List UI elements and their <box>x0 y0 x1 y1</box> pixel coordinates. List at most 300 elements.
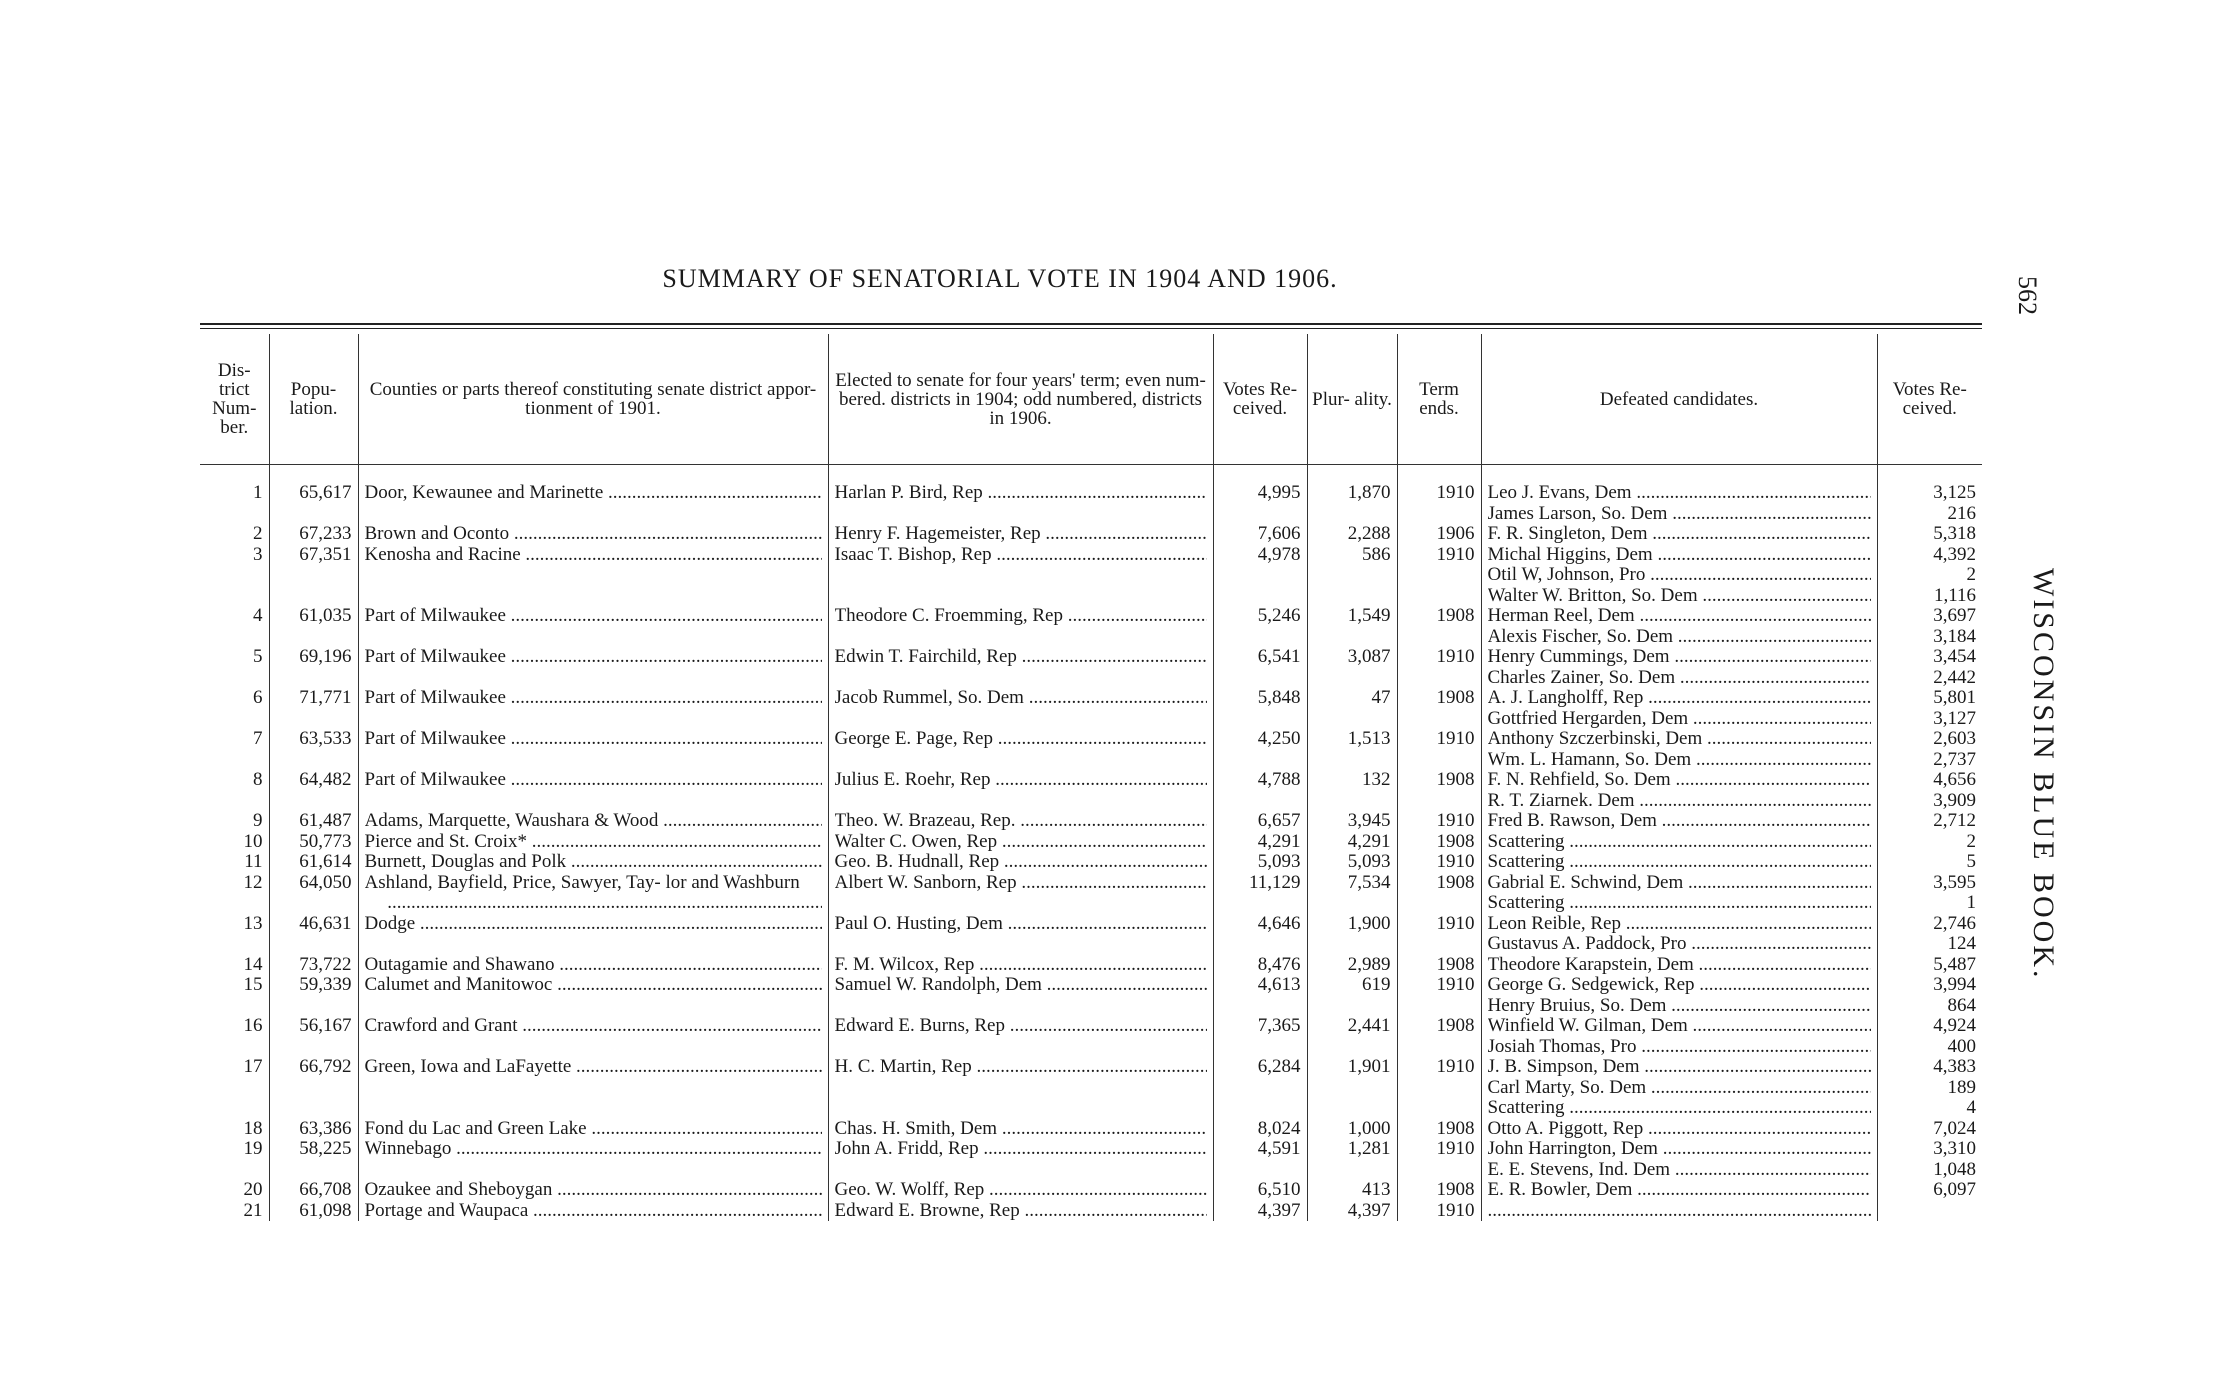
defeated-cell <box>1481 1119 1877 1140</box>
population-cell: 64,050 <box>269 873 358 914</box>
defeated-cell <box>1481 852 1877 873</box>
table-row <box>200 914 1982 955</box>
population-cell: 69,196 <box>269 647 358 688</box>
defeated-cell <box>1481 1201 1877 1222</box>
plurality-cell: 1,000 <box>1307 1119 1397 1140</box>
district-number-cell: 13 <box>243 913 263 934</box>
population-cell: 64,482 <box>269 770 358 811</box>
plurality-cell: 132 <box>1307 770 1397 811</box>
elected-text: Albert W. Sanborn, Rep ..... <box>835 873 1207 894</box>
district-number-cell: 10 <box>243 831 263 852</box>
counties-cell <box>358 914 828 955</box>
counties-cell <box>358 852 828 873</box>
defeated-votes: 189 <box>1947 1076 1976 1098</box>
defeated-votes-cell <box>1877 465 1982 525</box>
plurality-cell: 413 <box>1307 1180 1397 1201</box>
defeated-votes: 2,712 <box>1933 811 1976 831</box>
defeated-cell <box>1481 832 1877 853</box>
defeated-cell <box>1481 811 1877 832</box>
counties-cell <box>358 465 828 525</box>
defeated-votes-cell <box>1877 606 1982 647</box>
table-row <box>200 1139 1982 1180</box>
elected-cell <box>828 955 1213 976</box>
plurality-cell: 1,870 <box>1307 465 1397 525</box>
top-rule-thin <box>200 328 1982 329</box>
defeated-votes: 2 <box>1966 564 1976 585</box>
population-cell: 61,035 <box>269 606 358 647</box>
counties-cell <box>358 1139 828 1180</box>
table-row <box>200 770 1982 811</box>
counties-text: Burnett, Douglas and Polk ..... <box>365 852 822 873</box>
elected-text: Chas. H. Smith, Dem ..... <box>835 1119 1207 1140</box>
votes-cell: 6,541 <box>1213 647 1307 688</box>
defeated-candidate: J. B. Simpson, Dem ..... <box>1488 1057 1871 1078</box>
defeated-candidate: Wm. L. Hamann, So. Dem ..... <box>1488 750 1871 771</box>
defeated-votes: 2,442 <box>1933 666 1976 688</box>
defeated-candidate: George G. Sedgewick, Rep ..... <box>1488 975 1871 996</box>
defeated-cell <box>1481 729 1877 770</box>
defeated-votes-cell <box>1877 688 1982 729</box>
col-header-counties: Counties or parts thereof constituting senate district appor- tionment of 1901. <box>358 334 828 465</box>
votes-cell: 4,995 <box>1213 465 1307 525</box>
term-cell: 1908 <box>1397 955 1481 976</box>
elected-cell <box>828 465 1213 525</box>
table-row <box>200 647 1982 688</box>
table-body <box>200 465 1982 1222</box>
population-cell: 73,722 <box>269 955 358 976</box>
defeated-votes: 3,909 <box>1933 789 1976 811</box>
defeated-cell <box>1481 1139 1877 1180</box>
population-cell: 61,487 <box>269 811 358 832</box>
counties-text: Portage and Waupaca ..... <box>365 1201 822 1222</box>
counties-text: Kenosha and Racine ..... <box>365 545 822 566</box>
defeated-votes: 1,048 <box>1933 1158 1976 1180</box>
elected-cell <box>828 1201 1213 1222</box>
defeated-candidate: E. E. Stevens, Ind. Dem ..... <box>1488 1160 1871 1181</box>
defeated-candidate: Henry Bruius, So. Dem ..... <box>1488 996 1871 1017</box>
votes-cell: 8,476 <box>1213 955 1307 976</box>
table-row <box>200 955 1982 976</box>
term-cell: 1910 <box>1397 852 1481 873</box>
elected-text: Samuel W. Randolph, Dem ..... <box>835 975 1207 996</box>
defeated-votes-cell <box>1877 729 1982 770</box>
plurality-cell: 4,291 <box>1307 832 1397 853</box>
counties-cell <box>358 524 828 545</box>
population-cell: 66,792 <box>269 1057 358 1119</box>
defeated-votes: 864 <box>1947 994 1976 1016</box>
counties-text: Brown and Oconto ..... <box>365 524 822 545</box>
table-row <box>200 1119 1982 1140</box>
table-row <box>200 1201 1982 1222</box>
plurality-cell: 5,093 <box>1307 852 1397 873</box>
population-cell: 63,386 <box>269 1119 358 1140</box>
defeated-votes: 7,024 <box>1933 1118 1976 1139</box>
district-number-cell: 19 <box>243 1139 263 1159</box>
elected-cell <box>828 914 1213 955</box>
counties-text: Door, Kewaunee and Marinette ..... <box>365 483 822 504</box>
defeated-cell <box>1481 688 1877 729</box>
district-number-cell: 1 <box>253 482 263 503</box>
counties-text: Winnebago ..... <box>365 1139 822 1160</box>
district-number-cell: 8 <box>253 770 263 790</box>
col-header-defeated: Defeated candidates. <box>1481 334 1877 465</box>
page-title: SUMMARY OF SENATORIAL VOTE IN 1904 AND 1906. <box>662 264 1338 293</box>
elected-cell <box>828 606 1213 647</box>
table-row <box>200 465 1982 525</box>
votes-cell: 4,397 <box>1213 1201 1307 1222</box>
elected-text: Jacob Rummel, So. Dem ..... <box>835 688 1207 709</box>
defeated-candidate: Walter W. Britton, So. Dem ..... <box>1488 586 1871 607</box>
elected-text: F. M. Wilcox, Rep ..... <box>835 955 1207 976</box>
table-row <box>200 852 1982 873</box>
counties-text: Part of Milwaukee ..... <box>365 647 822 668</box>
votes-cell: 4,978 <box>1213 545 1307 607</box>
defeated-cell <box>1481 524 1877 545</box>
defeated-votes: 6,097 <box>1933 1180 1976 1200</box>
district-number-cell: 14 <box>243 954 263 975</box>
votes-cell: 4,646 <box>1213 914 1307 955</box>
counties-cell <box>358 545 828 607</box>
elected-cell <box>828 688 1213 729</box>
votes-cell: 4,613 <box>1213 975 1307 1016</box>
term-cell: 1910 <box>1397 1201 1481 1222</box>
defeated-candidate: F. N. Rehfield, So. Dem ..... <box>1488 770 1871 791</box>
term-cell: 1910 <box>1397 811 1481 832</box>
counties-text: Calumet and Manitowoc ..... <box>365 975 822 996</box>
defeated-candidate: Gustavus A. Paddock, Pro ..... <box>1488 934 1871 955</box>
term-cell: 1910 <box>1397 1139 1481 1180</box>
defeated-votes: 2 <box>1966 831 1976 852</box>
counties-text: Crawford and Grant ..... <box>365 1016 822 1037</box>
population-cell: 61,614 <box>269 852 358 873</box>
defeated-votes: 2,603 <box>1933 729 1976 749</box>
district-number-cell: 20 <box>243 1180 263 1200</box>
counties-cell <box>358 1016 828 1057</box>
defeated-candidate: Gottfried Hergarden, Dem ..... <box>1488 709 1871 730</box>
col-header-defeated-votes: Votes Re- ceived. <box>1877 334 1982 465</box>
elected-text: Theo. W. Brazeau, Rep. ..... <box>835 811 1207 832</box>
defeated-votes: 2,746 <box>1933 913 1976 934</box>
counties-text: Ashland, Bayfield, Price, Sawyer, Tay- lor and Washburn ..... <box>365 873 822 914</box>
defeated-candidate: Carl Marty, So. Dem ..... <box>1488 1078 1871 1099</box>
table-row <box>200 975 1982 1016</box>
population-cell: 67,351 <box>269 545 358 607</box>
votes-cell: 4,788 <box>1213 770 1307 811</box>
defeated-votes: 4 <box>1966 1097 1976 1118</box>
counties-text: Ozaukee and Sheboygan ..... <box>365 1180 822 1201</box>
counties-cell <box>358 770 828 811</box>
header-row <box>200 334 1982 465</box>
term-cell: 1910 <box>1397 914 1481 955</box>
defeated-votes-cell <box>1877 1057 1982 1119</box>
defeated-votes: 2,737 <box>1933 748 1976 770</box>
elected-text: Edwin T. Fairchild, Rep ..... <box>835 647 1207 668</box>
defeated-cell <box>1481 955 1877 976</box>
defeated-candidate: Anthony Szczerbinski, Dem ..... <box>1488 729 1871 750</box>
population-cell: 63,533 <box>269 729 358 770</box>
defeated-candidate: Scattering ..... <box>1488 1098 1871 1119</box>
plurality-cell: 2,288 <box>1307 524 1397 545</box>
district-number-cell: 11 <box>244 852 263 872</box>
defeated-candidate: Scattering ..... <box>1488 852 1871 873</box>
term-cell: 1910 <box>1397 465 1481 525</box>
defeated-candidate: R. T. Ziarnek. Dem ..... <box>1488 791 1871 812</box>
district-number-cell: 15 <box>243 975 263 995</box>
defeated-votes: 3,310 <box>1933 1139 1976 1159</box>
votes-cell: 5,246 <box>1213 606 1307 647</box>
votes-cell: 5,848 <box>1213 688 1307 729</box>
defeated-cell <box>1481 545 1877 607</box>
elected-cell <box>828 770 1213 811</box>
counties-text: Part of Milwaukee ..... <box>365 606 822 627</box>
plurality-cell: 47 <box>1307 688 1397 729</box>
votes-cell: 7,365 <box>1213 1016 1307 1057</box>
defeated-candidate: F. R. Singleton, Dem ..... <box>1488 524 1871 545</box>
plurality-cell: 1,901 <box>1307 1057 1397 1119</box>
plurality-cell: 4,397 <box>1307 1201 1397 1222</box>
table-row <box>200 545 1982 607</box>
term-cell: 1908 <box>1397 832 1481 853</box>
population-cell: 61,098 <box>269 1201 358 1222</box>
term-cell: 1908 <box>1397 1119 1481 1140</box>
defeated-cell <box>1481 1016 1877 1057</box>
table-row <box>200 606 1982 647</box>
defeated-candidate: Otto A. Piggott, Rep ..... <box>1488 1119 1871 1140</box>
counties-cell <box>358 1057 828 1119</box>
table-row <box>200 1057 1982 1119</box>
running-head-text: WISCONSIN BLUE BOOK. <box>2027 568 2060 981</box>
defeated-cell <box>1481 606 1877 647</box>
district-number-cell: 5 <box>253 647 263 667</box>
votes-cell: 4,591 <box>1213 1139 1307 1180</box>
district-number-cell: 17 <box>243 1057 263 1077</box>
plurality-cell: 2,989 <box>1307 955 1397 976</box>
col-header-population: Popu- lation. <box>269 334 358 465</box>
elected-text: H. C. Martin, Rep ..... <box>835 1057 1207 1078</box>
counties-cell <box>358 955 828 976</box>
defeated-votes-cell <box>1877 975 1982 1016</box>
term-cell: 1908 <box>1397 1016 1481 1057</box>
district-number-cell: 3 <box>253 544 263 565</box>
plurality-cell: 586 <box>1307 545 1397 607</box>
term-cell: 1910 <box>1397 545 1481 607</box>
counties-cell <box>358 873 828 914</box>
defeated-votes-cell <box>1877 873 1982 914</box>
defeated-candidate: Henry Cummings, Dem ..... <box>1488 647 1871 668</box>
term-cell: 1910 <box>1397 647 1481 688</box>
elected-cell <box>828 545 1213 607</box>
defeated-votes: 3,454 <box>1933 647 1976 667</box>
table-row <box>200 873 1982 914</box>
elected-cell <box>828 873 1213 914</box>
plurality-cell: 1,549 <box>1307 606 1397 647</box>
defeated-votes-cell <box>1877 832 1982 853</box>
counties-text: Adams, Marquette, Waushara & Wood ..... <box>365 811 822 832</box>
counties-text: Fond du Lac and Green Lake ..... <box>365 1119 822 1140</box>
elected-cell <box>828 811 1213 832</box>
defeated-votes: 4,392 <box>1933 544 1976 565</box>
defeated-votes: 3,125 <box>1933 482 1976 503</box>
elected-cell <box>828 975 1213 1016</box>
elected-text: George E. Page, Rep ..... <box>835 729 1207 750</box>
votes-cell: 6,284 <box>1213 1057 1307 1119</box>
defeated-candidate: Fred B. Rawson, Dem ..... <box>1488 811 1871 832</box>
votes-cell: 4,291 <box>1213 832 1307 853</box>
elected-text: Walter C. Owen, Rep ..... <box>835 832 1207 853</box>
defeated-votes: 5,801 <box>1933 688 1976 708</box>
elected-cell <box>828 524 1213 545</box>
elected-text: Paul O. Husting, Dem ..... <box>835 914 1207 935</box>
votes-cell: 7,606 <box>1213 524 1307 545</box>
elected-text: Isaac T. Bishop, Rep ..... <box>835 545 1207 566</box>
table-row <box>200 729 1982 770</box>
defeated-votes: 5 <box>1966 852 1976 872</box>
defeated-votes: 124 <box>1947 933 1976 954</box>
plurality-cell: 3,945 <box>1307 811 1397 832</box>
district-number-cell: 9 <box>253 811 263 831</box>
defeated-cell <box>1481 647 1877 688</box>
counties-cell <box>358 606 828 647</box>
term-cell: 1910 <box>1397 975 1481 1016</box>
plurality-cell: 1,513 <box>1307 729 1397 770</box>
votes-cell: 6,510 <box>1213 1180 1307 1201</box>
defeated-votes: 3,184 <box>1933 625 1976 647</box>
defeated-candidate: Gabrial E. Schwind, Dem ..... <box>1488 873 1871 894</box>
counties-text: Part of Milwaukee ..... <box>365 770 822 791</box>
defeated-votes-cell <box>1877 914 1982 955</box>
defeated-candidate: A. J. Langholff, Rep ..... <box>1488 688 1871 709</box>
elected-text: John A. Fridd, Rep ..... <box>835 1139 1207 1160</box>
elected-cell <box>828 1057 1213 1119</box>
defeated-candidate: Michal Higgins, Dem ..... <box>1488 545 1871 566</box>
counties-cell <box>358 647 828 688</box>
district-number-cell: 21 <box>243 1200 263 1221</box>
defeated-votes-cell <box>1877 1201 1982 1222</box>
defeated-votes: 4,924 <box>1933 1016 1976 1036</box>
elected-text: Edward E. Burns, Rep ..... <box>835 1016 1207 1037</box>
elected-cell <box>828 647 1213 688</box>
defeated-candidate: Winfield W. Gilman, Dem ..... <box>1488 1016 1871 1037</box>
counties-text: Part of Milwaukee ..... <box>365 729 822 750</box>
counties-cell <box>358 729 828 770</box>
defeated-votes: 1,116 <box>1933 584 1976 606</box>
votes-cell: 4,250 <box>1213 729 1307 770</box>
term-cell: 1908 <box>1397 770 1481 811</box>
elected-text: Geo. W. Wolff, Rep ..... <box>835 1180 1207 1201</box>
table-row <box>200 832 1982 853</box>
district-number-cell: 2 <box>253 524 263 544</box>
defeated-votes: 3,697 <box>1933 606 1976 626</box>
table-row <box>200 688 1982 729</box>
defeated-candidate: Leo J. Evans, Dem ..... <box>1488 483 1871 504</box>
district-number-cell: 6 <box>253 688 263 708</box>
elected-text: Geo. B. Hudnall, Rep ..... <box>835 852 1207 873</box>
defeated-votes-cell <box>1877 647 1982 688</box>
plurality-cell: 7,534 <box>1307 873 1397 914</box>
population-cell: 67,233 <box>269 524 358 545</box>
defeated-votes-cell <box>1877 1016 1982 1057</box>
elected-cell <box>828 729 1213 770</box>
elected-cell <box>828 852 1213 873</box>
defeated-votes: 4,383 <box>1933 1057 1976 1077</box>
term-cell: 1910 <box>1397 1057 1481 1119</box>
defeated-cell <box>1481 770 1877 811</box>
defeated-votes-cell <box>1877 1139 1982 1180</box>
page-number-text: 562 <box>2013 276 2042 315</box>
table-row <box>200 1016 1982 1057</box>
term-cell: 1908 <box>1397 1180 1481 1201</box>
counties-text: Outagamie and Shawano ..... <box>365 955 822 976</box>
defeated-cell <box>1481 465 1877 525</box>
defeated-votes-cell <box>1877 811 1982 832</box>
district-number-cell: 18 <box>243 1118 263 1139</box>
counties-text: Pierce and St. Croix* ..... <box>365 832 822 853</box>
population-cell: 65,617 <box>269 465 358 525</box>
counties-cell <box>358 975 828 1016</box>
table-row <box>200 1180 1982 1201</box>
term-cell: 1908 <box>1397 873 1481 914</box>
population-cell: 50,773 <box>269 832 358 853</box>
defeated-votes: 216 <box>1947 502 1976 524</box>
elected-cell <box>828 1016 1213 1057</box>
votes-cell: 11,129 <box>1213 873 1307 914</box>
plurality-cell: 619 <box>1307 975 1397 1016</box>
defeated-votes: 3,994 <box>1933 975 1976 995</box>
defeated-votes-cell <box>1877 1119 1982 1140</box>
defeated-votes-cell <box>1877 955 1982 976</box>
counties-text: Green, Iowa and LaFayette ..... <box>365 1057 822 1078</box>
defeated-votes: 1 <box>1966 892 1976 913</box>
counties-cell <box>358 832 828 853</box>
defeated-cell <box>1481 1180 1877 1201</box>
elected-cell <box>828 1139 1213 1180</box>
plurality-cell: 3,087 <box>1307 647 1397 688</box>
term-cell: 1910 <box>1397 729 1481 770</box>
defeated-votes: 3,127 <box>1933 707 1976 729</box>
defeated-candidate: John Harrington, Dem ..... <box>1488 1139 1871 1160</box>
population-cell: 46,631 <box>269 914 358 955</box>
defeated-candidate: James Larson, So. Dem ..... <box>1488 504 1871 525</box>
elected-text: Julius E. Roehr, Rep ..... <box>835 770 1207 791</box>
col-header-district: Dis- trict Num- ber. <box>200 334 269 465</box>
term-cell: 1908 <box>1397 688 1481 729</box>
defeated-candidate: Scattering ..... <box>1488 832 1871 853</box>
table-row <box>200 524 1982 545</box>
defeated-votes: 5,318 <box>1933 524 1976 544</box>
elected-cell <box>828 1119 1213 1140</box>
population-cell: 58,225 <box>269 1139 358 1180</box>
elected-text: Harlan P. Bird, Rep ..... <box>835 483 1207 504</box>
population-cell: 59,339 <box>269 975 358 1016</box>
defeated-cell <box>1481 975 1877 1016</box>
defeated-candidate <box>1488 1201 1871 1222</box>
plurality-cell: 1,281 <box>1307 1139 1397 1180</box>
defeated-votes-cell <box>1877 852 1982 873</box>
col-header-elected: Elected to senate for four years' term; even num- bered. districts in 1904; odd numbered, districts in 1906. <box>828 334 1213 465</box>
defeated-cell <box>1481 914 1877 955</box>
elected-text: Theodore C. Froemming, Rep ..... <box>835 606 1207 627</box>
defeated-votes-cell <box>1877 524 1982 545</box>
defeated-cell <box>1481 1057 1877 1119</box>
counties-cell <box>358 811 828 832</box>
elected-cell <box>828 1180 1213 1201</box>
defeated-cell <box>1481 873 1877 914</box>
elected-cell <box>828 832 1213 853</box>
counties-text: Dodge ..... <box>365 914 822 935</box>
votes-cell: 8,024 <box>1213 1119 1307 1140</box>
votes-cell: 6,657 <box>1213 811 1307 832</box>
population-cell: 56,167 <box>269 1016 358 1057</box>
